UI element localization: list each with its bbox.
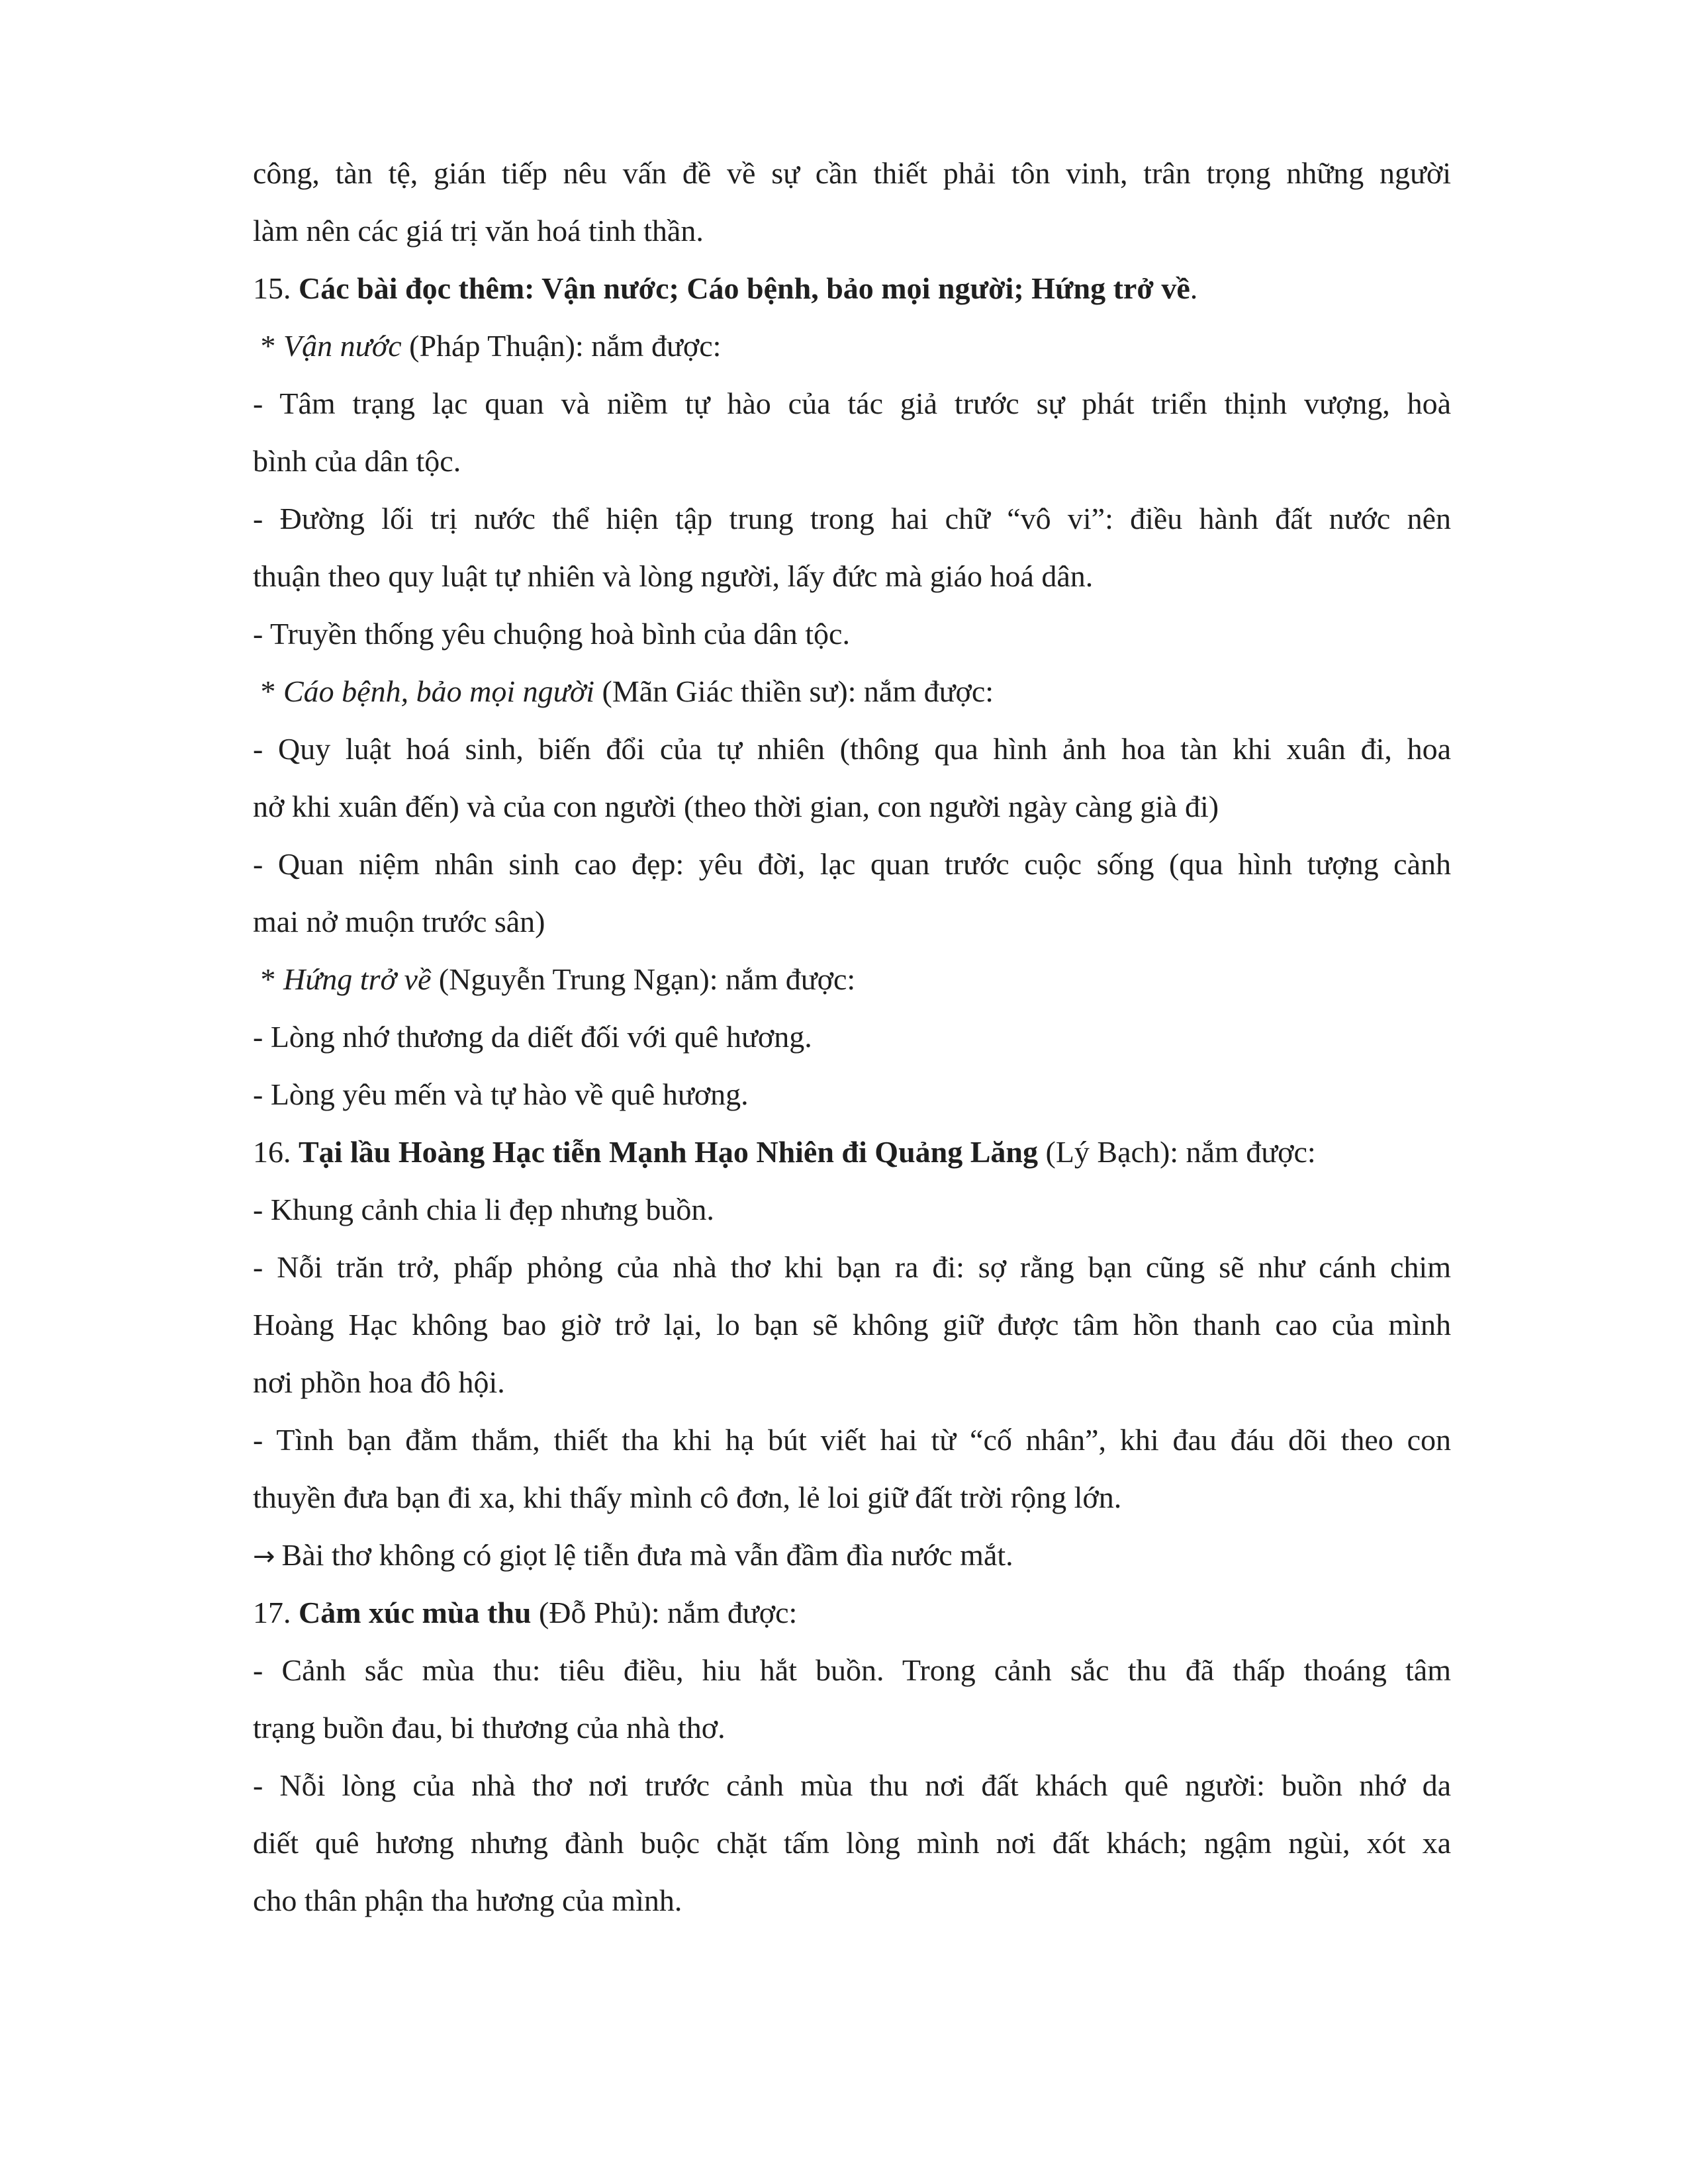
section-16-title: Tại lầu Hoàng Hạc tiễn Mạnh Hạo Nhiên đi Quảng Lăng	[299, 1135, 1039, 1169]
van-nuoc-bullet-2-line-2: thuận theo quy luật tự nhiên và lòng người, lấy đức mà giáo hoá dân.	[253, 559, 1094, 593]
section-17-rest: (Đỗ Phủ): nắm được:	[531, 1596, 798, 1629]
document-page	[253, 144, 1451, 1929]
van-nuoc-bullet-3: - Truyền thống yêu chuộng hoà bình của dân tộc.	[253, 617, 850, 651]
section-15-title: Các bài đọc thêm: Vận nước; Cáo bệnh, bảo mọi người; Hứng trở về	[299, 271, 1190, 305]
s16-bullet-3-line-1: - Tình bạn đằm thắm, thiết tha khi hạ bút viết hai từ “cố nhân”, khi đau đáu dõi theo con	[253, 1423, 1451, 1457]
hung-tro-ve-name: Hứng trở về	[283, 962, 432, 996]
section-16-rest: (Lý Bạch): nắm được:	[1038, 1135, 1316, 1169]
section-15-heading	[253, 259, 1451, 317]
s16-conclusion-text: Bài thơ không có giọt lệ tiễn đưa mà vẫn đầm đìa nước mắt.	[281, 1538, 1013, 1572]
cao-benh-rest: (Mãn Giác thiền sư): nắm được:	[594, 674, 994, 708]
section-17-title: Cảm xúc mùa thu	[299, 1596, 532, 1629]
s17-bullet-2-line-1: - Nỗi lòng của nhà thơ nơi trước cảnh mùa thu nơi đất khách quê người: buồn nhớ da	[253, 1768, 1451, 1802]
s16-bullet-2-line-2: Hoàng Hạc không bao giờ trở lại, lo bạn sẽ không giữ được tâm hồn thanh cao của mình	[253, 1308, 1451, 1342]
section-17-heading	[253, 1584, 1451, 1641]
section-16-number: 16.	[253, 1135, 299, 1169]
cao-benh-heading	[253, 662, 1451, 720]
hung-tro-ve-bullet-1: - Lòng nhớ thương da diết đối với quê hương.	[253, 1020, 812, 1054]
s16-conclusion	[253, 1526, 1451, 1584]
van-nuoc-star: *	[253, 329, 283, 363]
intro-line-1: công, tàn tệ, gián tiếp nêu vấn đề về sự cần thiết phải tôn vinh, trân trọng những người	[253, 156, 1451, 190]
intro-line-2: làm nên các giá trị văn hoá tinh thần.	[253, 214, 704, 248]
hung-tro-ve-heading	[253, 950, 1451, 1008]
s16-bullet-2-line-1: - Nỗi trăn trở, phấp phỏng của nhà thơ khi bạn ra đi: sợ rằng bạn cũng sẽ như cánh chim	[253, 1250, 1451, 1284]
section-15-number: 15.	[253, 271, 299, 305]
van-nuoc-bullet-2-line-1: - Đường lối trị nước thể hiện tập trung trong hai chữ “vô vi”: điều hành đất nước nên	[253, 502, 1451, 535]
s16-bullet-3-line-2: thuyền đưa bạn đi xa, khi thấy mình cô đơn, lẻ loi giữ đất trời rộng lớn.	[253, 1480, 1122, 1514]
van-nuoc-name: Vận nước	[283, 329, 402, 363]
s16-bullet-2-line-3: nơi phồn hoa đô hội.	[253, 1365, 505, 1399]
section-16-heading	[253, 1123, 1451, 1181]
cao-benh-bullet-2-line-2: mai nở muộn trước sân)	[253, 905, 545, 938]
van-nuoc-rest: (Pháp Thuận): nắm được:	[401, 329, 722, 363]
s17-bullet-2-line-2: diết quê hương nhưng đành buộc chặt tấm lòng mình nơi đất khách; ngậm ngùi, xót xa	[253, 1826, 1451, 1860]
s17-bullet-1-line-1: - Cảnh sắc mùa thu: tiêu điều, hiu hắt buồn. Trong cảnh sắc thu đã thấp thoáng tâm	[253, 1653, 1451, 1687]
section-17-number: 17.	[253, 1596, 299, 1629]
arrow-right-icon: →	[253, 1541, 275, 1572]
van-nuoc-bullet-1-line-1: - Tâm trạng lạc quan và niềm tự hào của tác giả trước sự phát triển thịnh vượng, hoà	[253, 387, 1451, 420]
cao-benh-bullet-2-line-1: - Quan niệm nhân sinh cao đẹp: yêu đời, lạc quan trước cuộc sống (qua hình tượng cành	[253, 847, 1451, 881]
hung-tro-ve-bullet-2: - Lòng yêu mến và tự hào về quê hương.	[253, 1077, 749, 1111]
s16-bullet-1: - Khung cảnh chia li đẹp nhưng buồn.	[253, 1193, 714, 1226]
hung-tro-ve-rest: (Nguyễn Trung Ngạn): nắm được:	[431, 962, 856, 996]
hung-tro-ve-star: *	[253, 962, 283, 996]
section-15-end: .	[1190, 271, 1198, 305]
s17-bullet-2-line-3: cho thân phận tha hương của mình.	[253, 1884, 682, 1917]
cao-benh-name: Cáo bệnh, bảo mọi người	[283, 674, 595, 708]
cao-benh-bullet-1-line-1: - Quy luật hoá sinh, biến đổi của tự nhiên (thông qua hình ảnh hoa tàn khi xuân đi, hoa	[253, 732, 1451, 766]
cao-benh-star: *	[253, 674, 283, 708]
s17-bullet-1-line-2: trạng buồn đau, bi thương của nhà thơ.	[253, 1711, 726, 1745]
van-nuoc-heading	[253, 317, 1451, 375]
cao-benh-bullet-1-line-2: nở khi xuân đến) và của con người (theo thời gian, con người ngày càng già đi)	[253, 790, 1219, 823]
van-nuoc-bullet-1-line-2: bình của dân tộc.	[253, 444, 461, 478]
